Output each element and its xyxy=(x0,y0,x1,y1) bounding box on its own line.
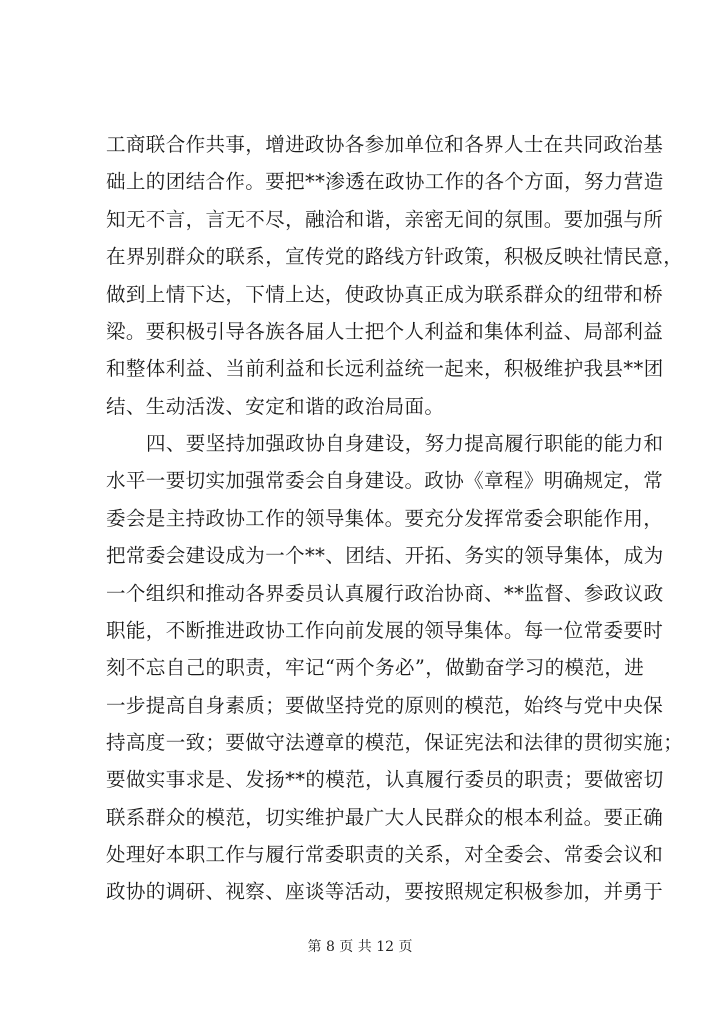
text-line-4: 在界别群众的联系，宣传党的路线方针政策，积极反映社情民意， xyxy=(106,245,684,268)
text-line-20: 处理好本职工作与履行常委职责的关系，对全委会、常委会议和 xyxy=(106,843,664,866)
text-line-14: 职能，不断推进政协工作向前发展的领导集体。每一位常委要时 xyxy=(106,619,664,642)
text-line-15: 刻不忘自己的职责，牢记“两个务必”，做勤奋学习的模范，进 xyxy=(106,656,645,679)
text-line-3: 知无不言，言无不尽，融洽和谐，亲密无间的氛围。要加强与所 xyxy=(106,208,664,231)
text-line-10: 水平一要切实加强常委会自身建设。政协《章程》明确规定，常 xyxy=(106,469,664,492)
text-line-17: 持高度一致；要做守法遵章的模范，保证宪法和法律的贯彻实施； xyxy=(106,731,684,754)
text-line-7: 和整体利益、当前利益和长远利益统一起来，积极维护我县**团 xyxy=(106,357,664,380)
text-line-21: 政协的调研、视察、座谈等活动，要按照规定积极参加，并勇于 xyxy=(106,880,664,903)
text-line-12: 把常委会建设成为一个**、团结、开拓、务实的领导集体，成为 xyxy=(106,544,664,567)
text-line-19: 联系群众的模范，切实维护最广大人民群众的根本利益。要正确 xyxy=(106,806,664,829)
text-line-6: 梁。要积极引导各族各届人士把个人利益和集体利益、局部利益 xyxy=(106,320,664,343)
text-line-2: 础上的团结合作。要把**渗透在政协工作的各个方面，努力营造 xyxy=(106,170,664,193)
text-line-8: 结、生动活泼、安定和谐的政治局面。 xyxy=(106,395,445,418)
text-line-18: 要做实事求是、发扬**的模范，认真履行委员的职责；要做密切 xyxy=(106,768,664,791)
page-number-footer: 第 8 页 共 12 页 xyxy=(307,939,413,955)
text-line-13: 一个组织和推动各界委员认真履行政治协商、**监督、参政议政 xyxy=(106,582,664,605)
text-line-16: 一步提高自身素质；要做坚持党的原则的模范，始终与党中央保 xyxy=(106,694,664,717)
text-line-11: 委会是主持政协工作的领导集体。要充分发挥常委会职能作用， xyxy=(106,507,664,530)
text-line-5: 做到上情下达，下情上达，使政协真正成为联系群众的纽带和桥 xyxy=(106,283,664,306)
text-line-9: 四、要坚持加强政协自身建设，努力提高履行职能的能力和 xyxy=(146,432,664,455)
text-line-1: 工商联合作共事，增进政协各参加单位和各界人士在共同政治基 xyxy=(106,133,664,156)
